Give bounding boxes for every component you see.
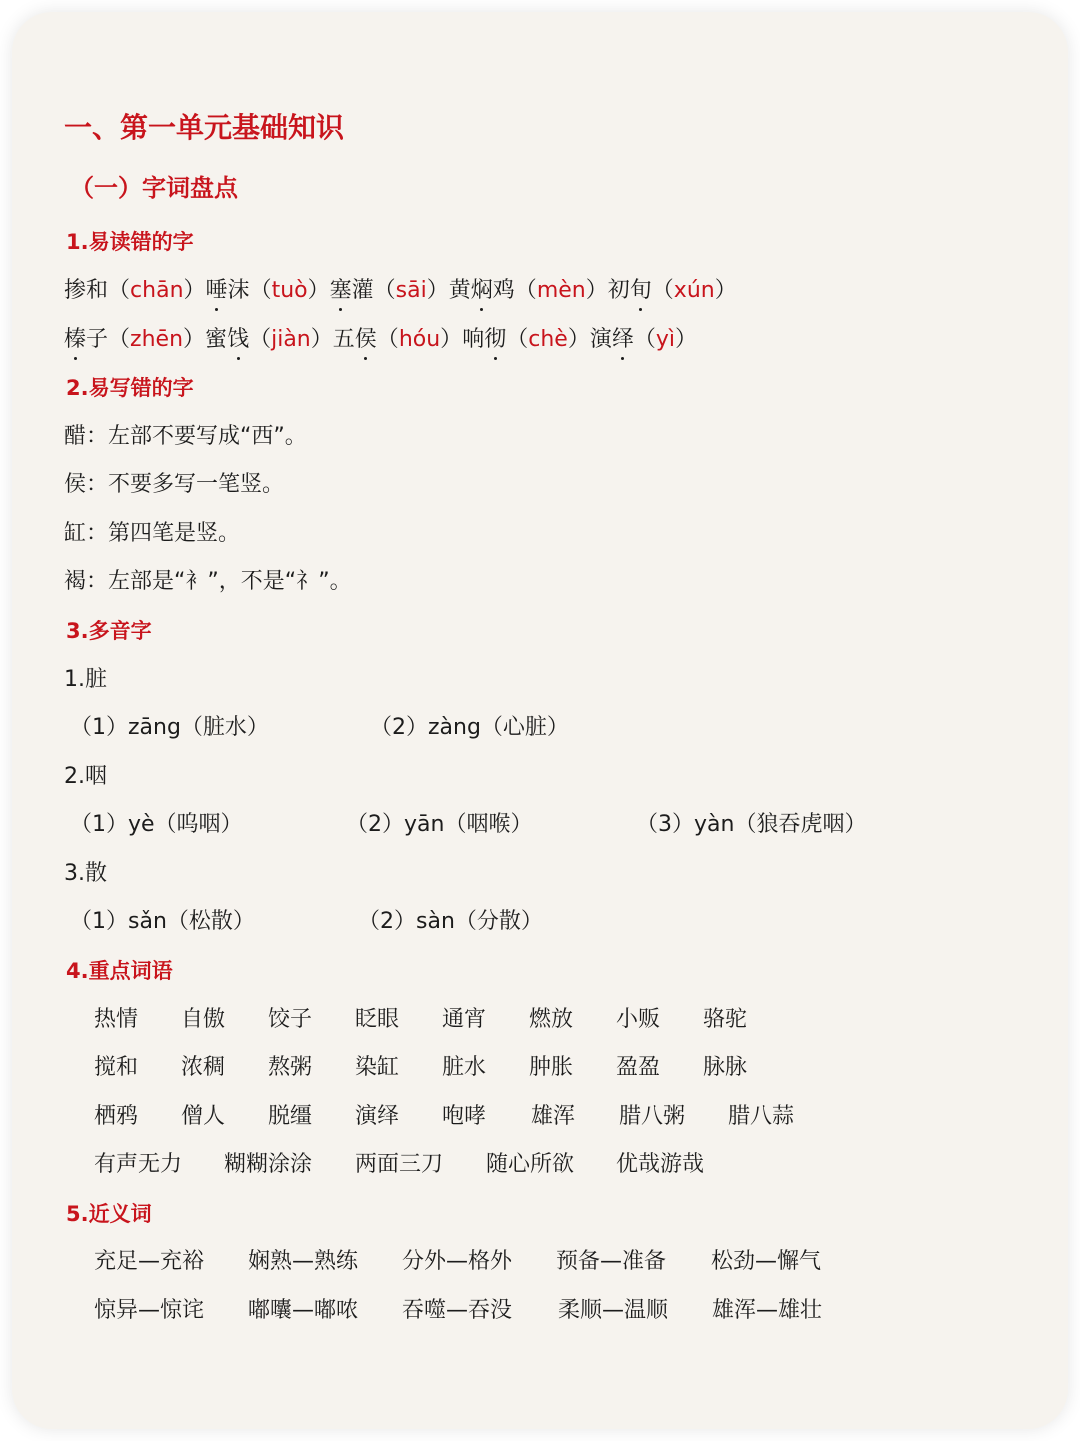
pinyin: tuò <box>271 278 308 303</box>
word-char: 鸡 <box>492 278 515 303</box>
key-word: 染缸 <box>355 1055 400 1080</box>
key-word: 饺子 <box>268 1007 313 1032</box>
synonym-pair: 惊异—惊诧 <box>94 1298 205 1323</box>
key-word: 小贩 <box>616 1007 661 1032</box>
page-title: 一、第一单元基础知识 <box>64 111 345 144</box>
word-char-emphasis: 旬 <box>630 276 652 306</box>
key-word: 两面三刀 <box>355 1152 444 1177</box>
key-word: 自傲 <box>181 1007 226 1032</box>
synonym-pair: 分外—格外 <box>402 1249 513 1274</box>
miswritten-item: 醋：左部不要写成“西”。 <box>64 424 307 449</box>
misread-row-2 <box>64 325 697 355</box>
heading-polyphonic: 3.多音字 <box>66 619 152 643</box>
paren-close: ） <box>714 278 737 303</box>
word-char: 黄 <box>448 278 471 303</box>
polyphonic-char: 2.咽 <box>64 764 107 789</box>
paren-close: ） <box>426 278 449 303</box>
key-word: 眨眼 <box>355 1007 400 1032</box>
synonym-pair: 雄浑—雄壮 <box>712 1298 823 1323</box>
document-content <box>12 12 1068 1429</box>
synonym-pair: 松劲—懈气 <box>711 1249 822 1274</box>
word-char: 蜜 <box>205 327 228 352</box>
miswritten-item: 缸：第四笔是竖。 <box>64 521 241 546</box>
key-word: 腊八蒜 <box>728 1104 795 1129</box>
key-word: 骆驼 <box>703 1007 748 1032</box>
key-word: 浓稠 <box>181 1055 226 1080</box>
key-word: 僧人 <box>181 1104 226 1129</box>
key-word: 脉脉 <box>703 1055 748 1080</box>
word-char: 灌 <box>351 278 374 303</box>
paren-open: （ <box>249 278 272 303</box>
paren-open: （ <box>514 278 537 303</box>
word-char: 响 <box>462 327 485 352</box>
heading-synonyms: 5.近义词 <box>66 1202 152 1226</box>
misread-word <box>206 278 330 303</box>
key-word: 咆哮 <box>442 1104 487 1129</box>
misread-word <box>462 327 590 352</box>
pinyin: yì <box>655 327 676 352</box>
pinyin: xún <box>673 278 715 303</box>
key-word: 有声无力 <box>94 1152 183 1177</box>
key-word: 随心所欲 <box>486 1152 575 1177</box>
key-word: 盈盈 <box>616 1055 661 1080</box>
heading-misread-chars: 1.易读错的字 <box>66 230 194 254</box>
word-char-emphasis: 塞 <box>330 276 352 306</box>
document-page <box>12 12 1068 1429</box>
word-char-emphasis: 彻 <box>484 325 506 355</box>
key-word: 优哉游哉 <box>616 1152 705 1177</box>
key-word: 糊糊涂涂 <box>224 1152 313 1177</box>
misread-word <box>64 327 205 352</box>
paren-close: ） <box>440 327 463 352</box>
word-char: 五 <box>332 327 355 352</box>
polyphonic-char: 3.散 <box>64 861 107 886</box>
pinyin: jiàn <box>271 327 311 352</box>
polyphonic-reading: （2）yān（咽喉） <box>346 812 533 837</box>
paren-close: ） <box>183 327 206 352</box>
heading-key-words: 4.重点词语 <box>66 959 173 983</box>
key-word: 熬粥 <box>268 1055 313 1080</box>
synonym-pair: 吞噬—吞没 <box>402 1298 513 1323</box>
key-word: 热情 <box>94 1007 139 1032</box>
word-char: 子 <box>86 327 109 352</box>
polyphonic-reading: （1）yè（呜咽） <box>70 812 243 837</box>
miswritten-item: 褐：左部是“衤”，不是“礻”。 <box>64 569 352 594</box>
synonym-pair: 娴熟—熟练 <box>248 1249 359 1274</box>
paren-open: （ <box>108 278 131 303</box>
paren-close: ） <box>183 278 206 303</box>
paren-open: （ <box>108 327 131 352</box>
key-word: 栖鸦 <box>94 1104 139 1129</box>
misread-word <box>64 278 206 303</box>
key-word: 搅和 <box>94 1055 139 1080</box>
polyphonic-reading: （2）sàn（分散） <box>358 909 543 934</box>
misread-row-1 <box>64 276 737 306</box>
pinyin: chān <box>130 278 184 303</box>
paren-close: ） <box>310 327 333 352</box>
word-char: 和 <box>86 278 109 303</box>
word-char: 演 <box>589 327 612 352</box>
misread-word <box>205 327 333 352</box>
misread-word <box>608 278 737 303</box>
key-word: 燃放 <box>529 1007 574 1032</box>
word-char: 掺 <box>64 278 87 303</box>
heading-miswritten-chars: 2.易写错的字 <box>66 376 194 400</box>
pinyin: zhēn <box>130 327 184 352</box>
word-char-emphasis: 绎 <box>612 325 634 355</box>
misread-word <box>590 327 697 352</box>
paren-open: （ <box>651 278 674 303</box>
pinyin: mèn <box>536 278 586 303</box>
synonym-pair: 预备—准备 <box>556 1249 667 1274</box>
paren-close: ） <box>585 278 608 303</box>
paren-close: ） <box>675 327 698 352</box>
word-char-emphasis: 榛 <box>64 325 86 355</box>
pinyin: chè <box>528 327 568 352</box>
word-char-emphasis: 唾 <box>206 276 228 306</box>
key-word: 通宵 <box>442 1007 487 1032</box>
polyphonic-reading: （3）yàn（狼吞虎咽） <box>636 812 867 837</box>
pinyin: sāi <box>395 278 427 303</box>
key-word: 腊八粥 <box>619 1104 686 1129</box>
word-char: 沫 <box>227 278 250 303</box>
pinyin: hóu <box>398 327 441 352</box>
paren-open: （ <box>376 327 399 352</box>
synonym-pair: 柔顺—温顺 <box>558 1298 669 1323</box>
polyphonic-char: 1.脏 <box>64 667 107 692</box>
word-char-emphasis: 侯 <box>355 325 377 355</box>
section-title: （一）字词盘点 <box>70 174 238 202</box>
paren-open: （ <box>373 278 396 303</box>
polyphonic-reading: （1）zāng（脏水） <box>70 715 269 740</box>
key-word: 肿胀 <box>529 1055 574 1080</box>
paren-close: ） <box>307 278 330 303</box>
misread-word <box>330 278 449 303</box>
key-word: 脱缰 <box>268 1104 313 1129</box>
key-word: 脏水 <box>442 1055 487 1080</box>
paren-open: （ <box>249 327 272 352</box>
misread-word <box>333 327 462 352</box>
polyphonic-reading: （2）zàng（心脏） <box>370 715 569 740</box>
synonym-pair: 充足—充裕 <box>94 1249 205 1274</box>
word-char-emphasis: 焖 <box>471 276 493 306</box>
misread-word <box>449 278 608 303</box>
key-word: 演绎 <box>355 1104 400 1129</box>
word-char-emphasis: 饯 <box>227 325 249 355</box>
polyphonic-reading: （1）sǎn（松散） <box>70 909 255 934</box>
paren-open: （ <box>633 327 656 352</box>
paren-open: （ <box>506 327 529 352</box>
paren-close: ） <box>567 327 590 352</box>
miswritten-item: 侯：不要多写一笔竖。 <box>64 472 285 497</box>
synonym-pair: 嘟囔—嘟哝 <box>248 1298 359 1323</box>
key-word: 雄浑 <box>531 1104 576 1129</box>
word-char: 初 <box>607 278 630 303</box>
